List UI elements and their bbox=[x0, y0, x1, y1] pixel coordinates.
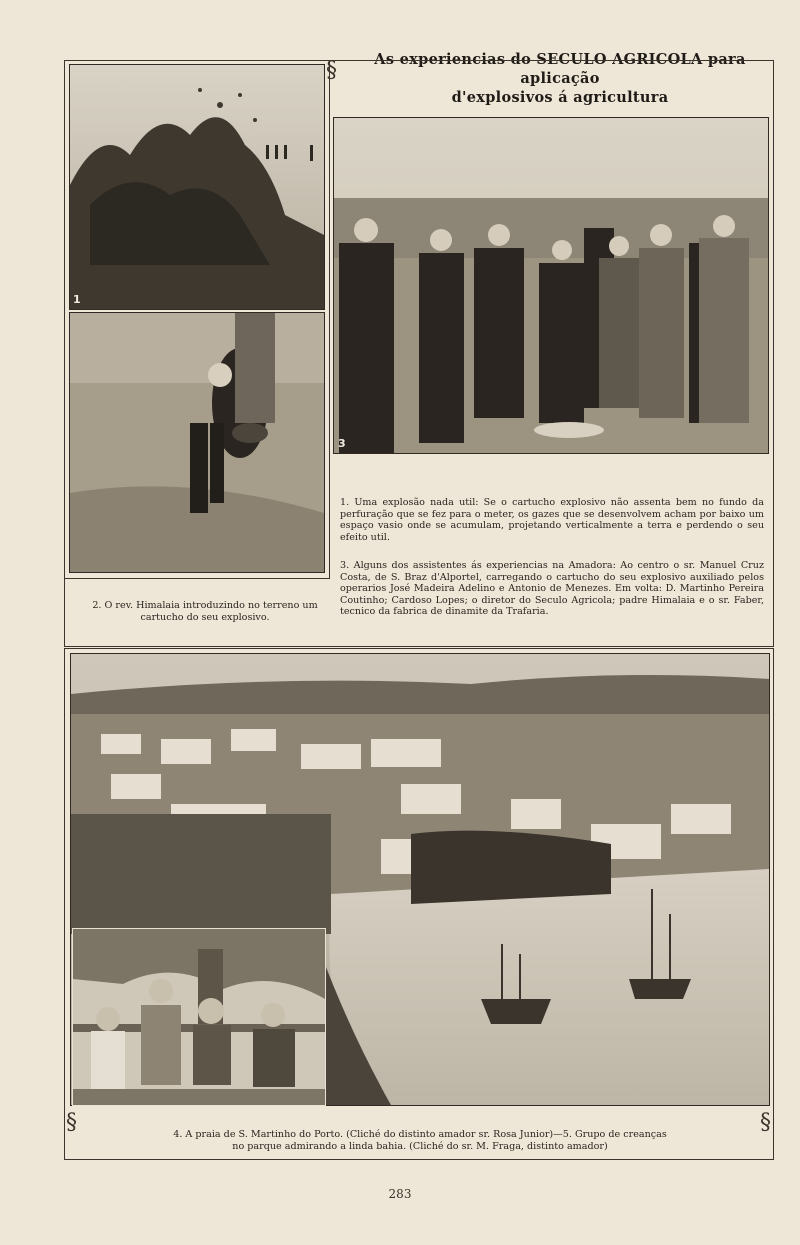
page-number: 283 bbox=[388, 1187, 412, 1201]
photo-himalaia bbox=[69, 312, 325, 573]
caption-3: 3. Alguns dos assistentes ás experiencias na Amadora: Ao centro o sr. Manuel Cruz Costa, de S. Braz d'Alportel, carregando o cartucho do seu explosivo auxiliado pelos operarios José Madeira Adelino e Antonio de Menezes. Em volta: D. Martinho Pereira Coutinho; Cardoso Lopes; o diretor do Seculo Agricola; padre Himalaia e o sr. Faber, tecnico da fabrica de dinamite da Trafaria. bbox=[340, 560, 764, 618]
photo-number-3: 3 bbox=[338, 437, 346, 450]
caption-4-5-line-1: 4. A praia de S. Martinho do Porto. (Cliché do distinto amador sr. Rosa Junior)—5. Grupo de creanças bbox=[173, 1129, 667, 1140]
caption-2: 2. O rev. Himalaia introduzindo no terreno um cartucho do seu explosivo. bbox=[92, 600, 318, 623]
scroll-ornament-icon: § bbox=[66, 1110, 77, 1135]
scroll-ornament-icon: § bbox=[326, 58, 337, 83]
photo-children-group bbox=[72, 928, 326, 1106]
title-line-2: d'explosivos á agricultura bbox=[451, 89, 669, 106]
photo-number-1: 1 bbox=[73, 293, 81, 306]
caption-1: 1. Uma explosão nada util: Se o cartucho explosivo não assenta bem no fundo da perfuração que se fez para o meter, os gazes que se desenvolvem acham por baixo um espaço vasio onde se acumulam, projetando verticalmente a terra e perdendo o seu efeito util. bbox=[340, 497, 764, 543]
photo-attendees bbox=[333, 117, 769, 454]
caption-4-5-line-2: no parque admirando a linda bahia. (Cliché do sr. M. Fraga, distinto amador) bbox=[232, 1140, 608, 1152]
caption-4-5 bbox=[90, 1129, 750, 1152]
title-line-1: As experiencias do SECULO AGRICOLA para aplicação bbox=[374, 51, 746, 87]
photo-explosion bbox=[69, 64, 325, 310]
scroll-ornament-icon: § bbox=[760, 1110, 771, 1135]
